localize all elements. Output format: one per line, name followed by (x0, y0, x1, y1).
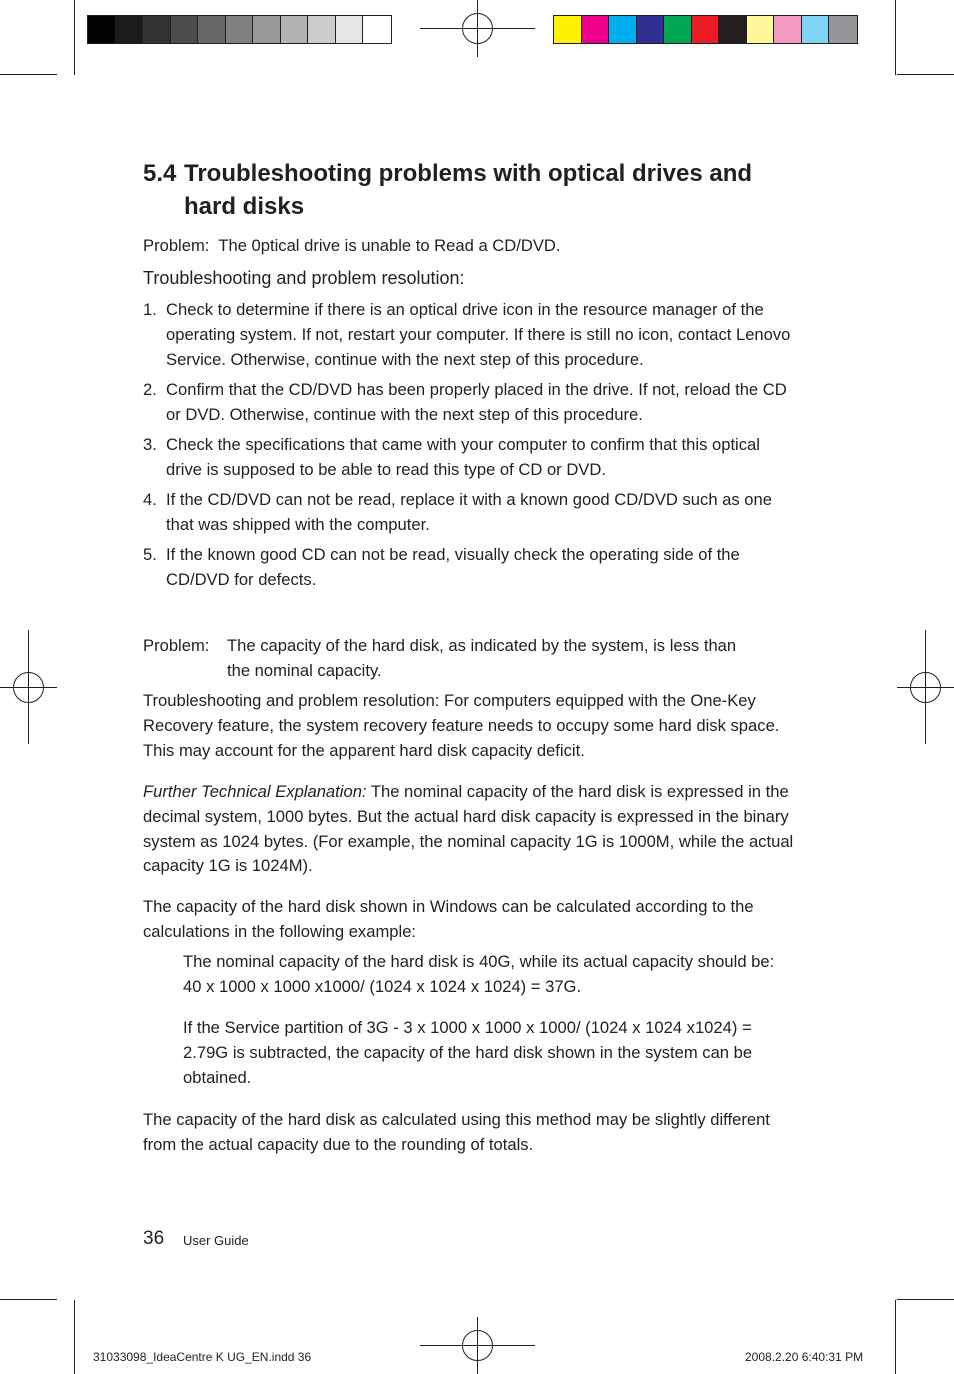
grayscale-swatch (336, 16, 364, 43)
step-text: Confirm that the CD/DVD has been properly placed in the drive. If not, reload the CD or DVD. Otherwise, continue with the next step of this procedure. (166, 379, 787, 424)
step-text: If the known good CD can not be read, visually check the operating side of the CD/DVD for defects. (166, 545, 740, 589)
grayscale-swatch (226, 16, 254, 43)
slug-timestamp: 2008.2.20 6:40:31 PM (745, 1350, 864, 1364)
process-color-swatch (747, 16, 775, 43)
section-number: 5.4 (143, 160, 177, 187)
step-text: Check to determine if there is an optical drive icon in the resource manager of the operating system. If not, restart your computer. If there is still no icon, contact Lenovo Service. Otherwise, continue with the next step of this procedure. (166, 300, 791, 369)
section-title-line2: hard disks (184, 193, 305, 220)
process-color-swatch (719, 16, 747, 43)
slug-filename: 31033098_IdeaCentre K UG_EN.indd 36 (93, 1350, 312, 1364)
crop-mark (895, 0, 896, 75)
crop-mark (897, 1299, 954, 1300)
section-title-line1: Troubleshooting problems with optical drives and (184, 160, 753, 187)
process-color-swatch (664, 16, 692, 43)
crop-mark (0, 74, 57, 75)
grayscale-color-bar (87, 15, 392, 44)
step-item (143, 433, 793, 483)
process-color-swatch (774, 16, 802, 43)
process-color-swatch (802, 16, 830, 43)
resolution-label: Troubleshooting and problem resolution: (143, 691, 440, 710)
calculation-intro: The capacity of the hard disk shown in Windows can be calculated according to the calculations in the following example: (143, 897, 754, 941)
problem-label: Problem: (143, 636, 210, 655)
resolution-paragraph-2 (143, 689, 795, 763)
page-number: 36 (143, 1228, 165, 1249)
process-color-swatch (637, 16, 665, 43)
process-color-bar (553, 15, 858, 44)
grayscale-swatch (88, 16, 116, 43)
troubleshooting-steps (143, 298, 793, 598)
step-item (143, 488, 793, 538)
process-color-swatch (554, 16, 582, 43)
step-number: 2. (143, 379, 157, 399)
resolution-text: For computers equipped with the One-Key Recovery feature, the system recovery feature needs to occupy some hard disk space. This may account for the apparent hard disk capacity deficit. (143, 691, 780, 760)
problem-statement-1 (143, 234, 795, 259)
problem-statement-2 (143, 634, 795, 684)
further-text: The nominal capacity of the hard disk is expressed in the decimal system, 1000 bytes. But the actual hard disk capacity is expressed in the binary system as 1024 bytes. (For example, the nominal capacity 1G is 1000M, while the actual capacity 1G is 1024M). (143, 782, 794, 876)
process-color-swatch (582, 16, 610, 43)
crop-mark (74, 1300, 75, 1374)
step-number: 3. (143, 434, 157, 454)
grayscale-swatch (308, 16, 336, 43)
further-explanation (143, 780, 795, 879)
step-number: 4. (143, 490, 157, 510)
process-color-swatch (609, 16, 637, 43)
problem-text-line2: the nominal capacity. (227, 660, 382, 680)
grayscale-swatch (253, 16, 281, 43)
step-number: 1. (143, 300, 157, 319)
section-title (143, 157, 752, 223)
grayscale-swatch (198, 16, 226, 43)
step-item (143, 543, 793, 593)
example-paragraph-1: The nominal capacity of the hard disk is 40G, while its actual capacity should be: 40 x 1000 x 1000 x1000/ (1024 x 1024 x 1024) = 37G. (183, 952, 775, 996)
grayscale-swatch (171, 16, 199, 43)
conclusion-paragraph: The capacity of the hard disk as calculated using this method may be slightly different from the actual capacity due to the rounding of totals. (143, 1110, 770, 1154)
step-text: Check the specifications that came with your computer to confirm that this optical drive is supposed to be able to read this type of CD or DVD. (166, 434, 760, 479)
step-item (143, 378, 793, 428)
example-paragraph-2: If the Service partition of 3G - 3 x 1000 x 1000 x 1000/ (1024 x 1024 x1024) = 2.79G is subtracted, the capacity of the hard disk shown in the system can be obtained. (183, 1018, 753, 1087)
problem-text: The 0ptical drive is unable to Read a CD/DVD. (218, 236, 561, 255)
process-color-swatch (692, 16, 720, 43)
problem-label: Problem: (143, 236, 210, 255)
footer-label: User Guide (183, 1233, 249, 1248)
crop-mark (897, 74, 954, 75)
step-text: If the CD/DVD can not be read, replace it with a known good CD/DVD such as one that was shipped with the computer. (166, 490, 772, 534)
resolution-heading: Troubleshooting and problem resolution: (143, 268, 465, 288)
grayscale-swatch (143, 16, 171, 43)
grayscale-swatch (281, 16, 309, 43)
grayscale-swatch (363, 16, 391, 43)
problem-text-line1: The capacity of the hard disk, as indicated by the system, is less than (227, 636, 737, 655)
crop-mark (0, 1299, 57, 1300)
crop-mark (895, 1300, 896, 1374)
step-number: 5. (143, 545, 157, 565)
further-label: Further Technical Explanation: (143, 782, 367, 801)
step-item (143, 298, 793, 372)
grayscale-swatch (116, 16, 144, 43)
crop-mark (74, 0, 75, 75)
process-color-swatch (829, 16, 857, 43)
